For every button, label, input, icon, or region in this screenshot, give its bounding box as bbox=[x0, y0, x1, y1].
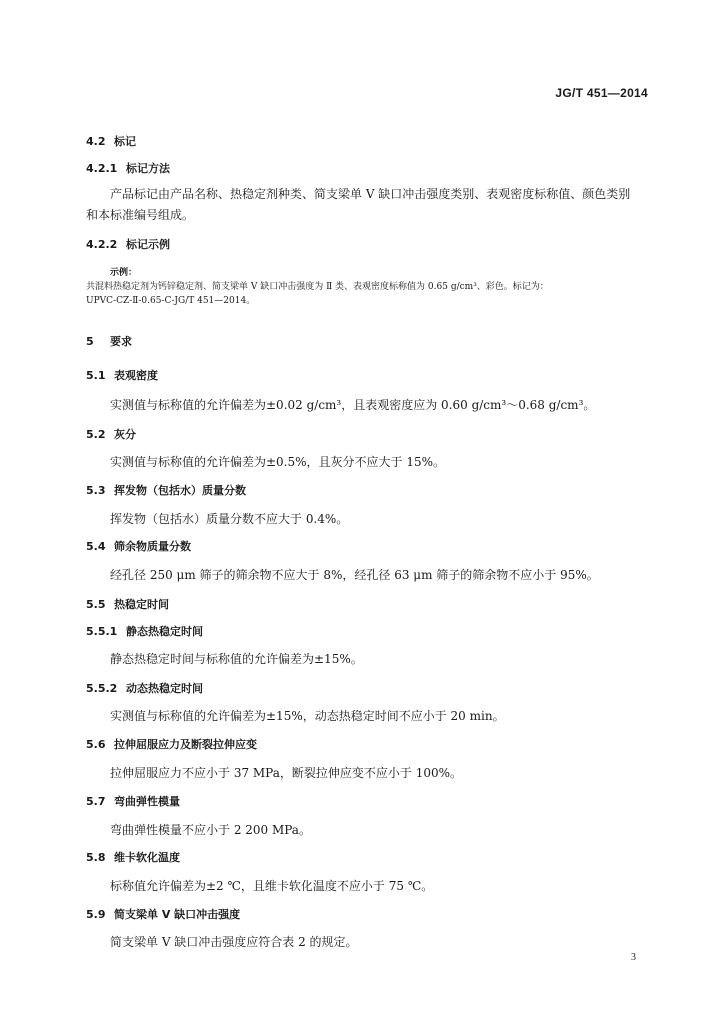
example-text bbox=[86, 280, 656, 308]
example-line1: 共混料热稳定剂为钙锌稳定剂、简支梁单 V 缺口冲击强度为 Ⅱ 类、表观密度标称值为 0.65 g/cm³、彩色。标记为： bbox=[86, 282, 549, 292]
heading-5-2 bbox=[86, 426, 136, 442]
heading-5-5-1 bbox=[86, 623, 203, 639]
heading-5-9 bbox=[86, 906, 240, 922]
heading-4-2 bbox=[86, 133, 136, 149]
paragraph-5-3: 挥发物（包括水）质量分数不应大于 0.4%。 bbox=[110, 512, 349, 526]
heading-title: 要求 bbox=[110, 335, 132, 348]
paragraph-5-5-1: 静态热稳定时间与标称值的允许偏差为±15%。 bbox=[110, 652, 363, 666]
heading-5-4 bbox=[86, 538, 191, 554]
heading-title: 标记示例 bbox=[126, 238, 170, 251]
heading-number: 5.5.1 bbox=[86, 625, 118, 638]
page-number: 3 bbox=[631, 952, 636, 963]
heading-number: 5.3 bbox=[86, 484, 106, 497]
paragraph-5-4: 经孔径 250 μm 筛子的筛余物不应大于 8%，经孔径 63 μm 筛子的筛余物不应小于 95%。 bbox=[110, 568, 599, 582]
example-label: 示例： bbox=[110, 268, 138, 278]
heading-title: 维卡软化温度 bbox=[114, 851, 180, 864]
heading-title: 灰分 bbox=[114, 428, 136, 441]
heading-title: 拉伸屈服应力及断裂拉伸应变 bbox=[114, 738, 257, 751]
heading-title: 静态热稳定时间 bbox=[126, 625, 203, 638]
example-line2: UPVC-CZ-Ⅱ-0.65-C-JG/T 451—2014。 bbox=[86, 296, 256, 306]
heading-title: 简支梁单 V 缺口冲击强度 bbox=[114, 908, 241, 921]
paragraph-5-9: 简支梁单 V 缺口冲击强度应符合表 2 的规定。 bbox=[110, 935, 358, 949]
paragraph-4-2-1-line2: 和本标准编号组成。 bbox=[86, 208, 195, 222]
heading-number: 4.2 bbox=[86, 135, 106, 148]
heading-number: 5.7 bbox=[86, 795, 106, 808]
heading-5-1 bbox=[86, 367, 158, 383]
heading-5-5 bbox=[86, 596, 169, 612]
paragraph-5-5-2: 实测值与标称值的允许偏差为±15%，动态热稳定时间不应小于 20 min。 bbox=[110, 709, 505, 723]
heading-number: 5.1 bbox=[86, 369, 106, 382]
heading-title: 标记 bbox=[114, 135, 136, 148]
heading-number: 4.2.1 bbox=[86, 162, 118, 175]
heading-title: 表观密度 bbox=[114, 369, 158, 382]
heading-5 bbox=[86, 333, 132, 349]
heading-5-3 bbox=[86, 482, 246, 498]
heading-4-2-2 bbox=[86, 236, 170, 252]
heading-title: 筛余物质量分数 bbox=[114, 540, 191, 553]
heading-title: 动态热稳定时间 bbox=[126, 682, 203, 695]
standard-number: JG/T 451—2014 bbox=[555, 86, 648, 100]
heading-number: 5.4 bbox=[86, 540, 106, 553]
paragraph-5-7: 弯曲弹性模量不应小于 2 200 MPa。 bbox=[110, 823, 311, 837]
heading-number: 4.2.2 bbox=[86, 238, 118, 251]
heading-number: 5.6 bbox=[86, 738, 106, 751]
heading-number: 5.8 bbox=[86, 851, 106, 864]
heading-number: 5.5.2 bbox=[86, 682, 118, 695]
heading-number: 5 bbox=[86, 335, 94, 348]
heading-number: 5.9 bbox=[86, 908, 106, 921]
heading-title: 弯曲弹性模量 bbox=[114, 795, 180, 808]
heading-number: 5.2 bbox=[86, 428, 106, 441]
paragraph-5-6: 拉伸屈服应力不应小于 37 MPa，断裂拉伸应变不应小于 100%。 bbox=[110, 766, 462, 780]
paragraph-5-8: 标称值允许偏差为±2 ℃，且维卡软化温度不应小于 75 ℃。 bbox=[110, 879, 434, 893]
heading-title: 标记方法 bbox=[126, 162, 170, 175]
heading-number: 5.5 bbox=[86, 598, 106, 611]
heading-5-6 bbox=[86, 736, 257, 752]
paragraph-5-1: 实测值与标称值的允许偏差为±0.02 g/cm³，且表观密度应为 0.60 g/cm³～0.68 g/cm³。 bbox=[110, 398, 596, 412]
paragraph-4-2-1-line1: 产品标记由产品名称、热稳定剂种类、简支梁单 V 缺口冲击强度类别、表观密度标称值、颜色类别 bbox=[110, 187, 631, 201]
paragraph-5-2: 实测值与标称值的允许偏差为±0.5%，且灰分不应大于 15%。 bbox=[110, 455, 446, 469]
heading-5-5-2 bbox=[86, 680, 203, 696]
heading-5-7 bbox=[86, 793, 180, 809]
heading-4-2-1 bbox=[86, 160, 170, 176]
heading-5-8 bbox=[86, 849, 180, 865]
heading-title: 热稳定时间 bbox=[114, 598, 169, 611]
heading-title: 挥发物（包括水）质量分数 bbox=[114, 484, 246, 497]
